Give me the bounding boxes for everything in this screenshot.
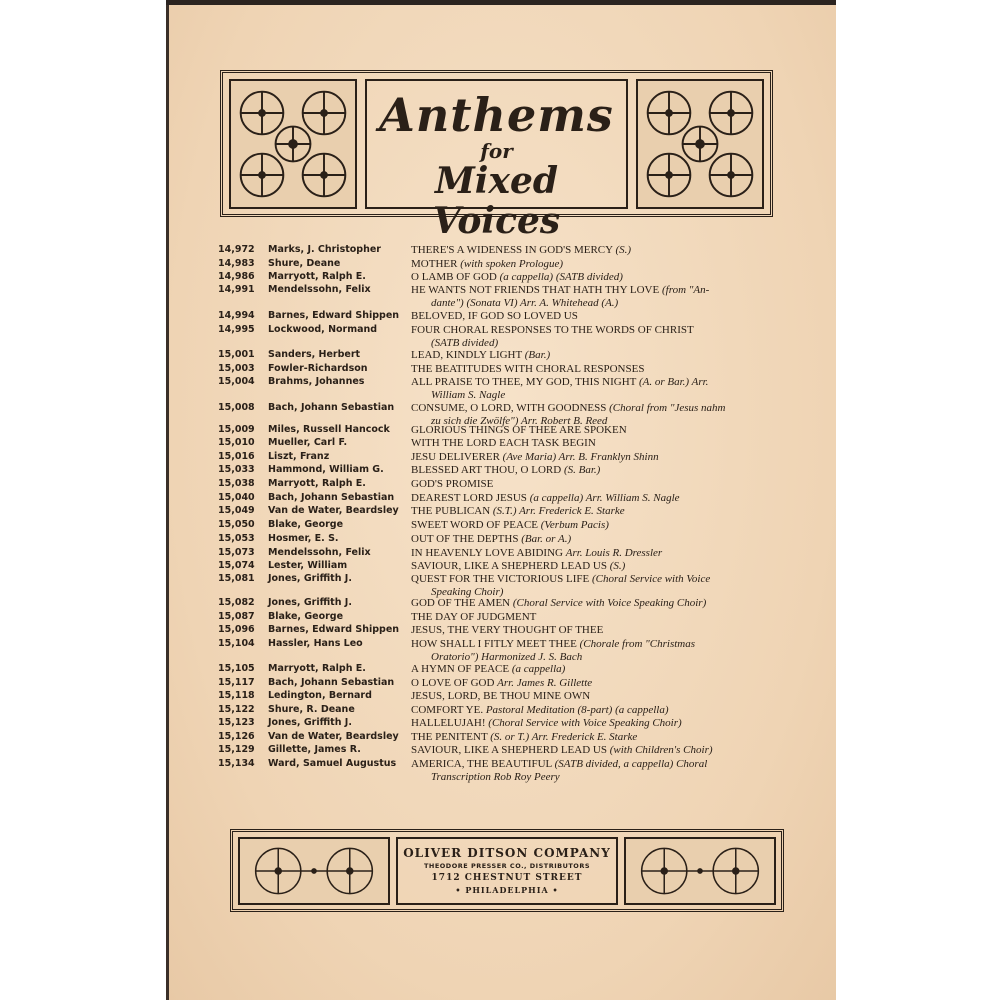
anthem-title-block bbox=[411, 663, 785, 676]
catalog-number: 15,073 bbox=[218, 547, 255, 558]
catalog-number: 15,096 bbox=[218, 624, 255, 635]
anthem-title: MOTHER bbox=[411, 258, 458, 270]
left-ornament-icon bbox=[229, 79, 357, 209]
anthem-title: A HYMN OF PEACE bbox=[411, 663, 510, 675]
anthem-title-block bbox=[411, 597, 785, 610]
catalog-number: 15,087 bbox=[218, 611, 255, 622]
anthem-note: (a cappella) (SATB divided) bbox=[499, 271, 623, 283]
catalog-number: 15,050 bbox=[218, 519, 255, 530]
catalog-number: 15,040 bbox=[218, 492, 255, 503]
anthem-note: Arr. James R. Gillette bbox=[497, 677, 593, 689]
anthem-title-block bbox=[411, 758, 785, 783]
anthem-title: BLESSED ART THOU, O LORD bbox=[411, 464, 562, 476]
composer-name: Mendelssohn, Felix bbox=[268, 284, 371, 295]
anthem-note-continued: zu sich die Zwölfe") Arr. Robert B. Reed bbox=[431, 414, 608, 427]
anthem-note: (from "An- bbox=[661, 284, 710, 296]
anthem-note-continued: dante") (Sonata VI) Arr. A. Whitehead (A.) bbox=[431, 296, 619, 309]
catalog-number: 15,126 bbox=[218, 731, 255, 742]
anthem-note: (A. or Bar.) Arr. bbox=[638, 376, 709, 388]
anthem-title-block bbox=[411, 547, 785, 560]
anthem-title: HE WANTS NOT FRIENDS THAT HATH THY LOVE bbox=[411, 284, 660, 296]
composer-name: Bach, Johann Sebastian bbox=[268, 492, 395, 503]
anthem-title-block bbox=[411, 717, 785, 730]
anthem-note: (Ave Maria) Arr. B. Franklyn Shinn bbox=[502, 451, 659, 463]
composer-name: Barnes, Edward Shippen bbox=[268, 624, 400, 635]
anthem-title-block bbox=[411, 349, 785, 362]
anthem-title: THE DAY OF JUDGMENT bbox=[411, 611, 537, 623]
anthem-title-block bbox=[411, 533, 785, 546]
composer-name: Lockwood, Normand bbox=[268, 324, 378, 335]
publisher-city: • PHILADELPHIA • bbox=[455, 885, 559, 895]
anthem-note: (Choral from "Jesus nahm bbox=[609, 402, 726, 414]
composer-name: Marryott, Ralph E. bbox=[268, 663, 366, 674]
anthem-note: (with Children's Choir) bbox=[609, 744, 713, 756]
anthem-note-continued: William S. Nagle bbox=[431, 388, 506, 401]
anthem-title: AMERICA, THE BEAUTIFUL bbox=[411, 758, 552, 770]
anthem-title-block bbox=[411, 464, 785, 477]
anthem-note-continued: Transcription Rob Roy Peery bbox=[431, 770, 560, 783]
catalog-number: 15,082 bbox=[218, 597, 255, 608]
anthem-title: IN HEAVENLY LOVE ABIDING bbox=[411, 547, 563, 559]
anthem-title: JESUS, LORD, BE THOU MINE OWN bbox=[411, 690, 591, 702]
anthem-title: O LOVE OF GOD bbox=[411, 677, 495, 689]
anthem-title-block bbox=[411, 505, 785, 518]
composer-name: Shure, Deane bbox=[268, 258, 341, 269]
anthem-title-block bbox=[411, 573, 785, 598]
title-main: Anthems bbox=[379, 88, 614, 142]
composer-name: Mendelssohn, Felix bbox=[268, 547, 371, 558]
anthem-title-block bbox=[411, 310, 785, 323]
anthem-title-block bbox=[411, 478, 785, 491]
composer-name: Hassler, Hans Leo bbox=[268, 638, 363, 649]
anthem-note: (Choral Service with Voice bbox=[592, 573, 711, 585]
catalog-number: 15,038 bbox=[218, 478, 255, 489]
anthem-title: THE BEATITUDES WITH CHORAL RESPONSES bbox=[411, 363, 645, 375]
anthem-title: SWEET WORD OF PEACE bbox=[411, 519, 539, 531]
catalog-number: 15,008 bbox=[218, 402, 255, 413]
catalog-number: 14,991 bbox=[218, 284, 255, 295]
anthem-note: (Bar.) bbox=[524, 349, 551, 361]
anthem-title: OUT OF THE DEPTHS bbox=[411, 533, 519, 545]
anthem-title-block bbox=[411, 284, 785, 309]
anthem-note: (Choral Service with Voice Speaking Choir) bbox=[512, 597, 707, 609]
anthem-title-block bbox=[411, 704, 785, 717]
left-footer-ornament-icon bbox=[238, 837, 390, 905]
catalog-number: 15,134 bbox=[218, 758, 255, 769]
publisher-street: 1712 CHESTNUT STREET bbox=[431, 873, 583, 883]
catalog-number: 14,983 bbox=[218, 258, 255, 269]
anthem-note: Pastoral Meditation (8-part) (a cappella) bbox=[485, 704, 669, 716]
anthem-note: (S. Bar.) bbox=[563, 464, 601, 476]
title-area bbox=[365, 79, 628, 242]
catalog-number: 15,049 bbox=[218, 505, 255, 516]
catalog-number: 15,129 bbox=[218, 744, 255, 755]
anthem-title: THE PUBLICAN bbox=[411, 505, 491, 517]
composer-name: Marryott, Ralph E. bbox=[268, 271, 366, 282]
anthem-title: THERE'S A WIDENESS IN GOD'S MERCY bbox=[411, 244, 613, 256]
anthem-title: SAVIOUR, LIKE A SHEPHERD LEAD US bbox=[411, 744, 607, 756]
composer-name: Jones, Griffith J. bbox=[268, 717, 352, 728]
composer-name: Jones, Griffith J. bbox=[268, 597, 352, 608]
anthem-note: (S.T.) Arr. Frederick E. Starke bbox=[492, 505, 625, 517]
anthem-title: GLORIOUS THINGS OF THEE ARE SPOKEN bbox=[411, 424, 627, 436]
catalog-number: 14,994 bbox=[218, 310, 255, 321]
composer-name: Gillette, James R. bbox=[268, 744, 361, 755]
anthem-title: GOD'S PROMISE bbox=[411, 478, 494, 490]
anthem-note-continued: Speaking Choir) bbox=[431, 585, 504, 598]
catalog-number: 15,117 bbox=[218, 677, 255, 688]
catalog-number: 15,081 bbox=[218, 573, 255, 584]
composer-name: Van de Water, Beardsley bbox=[268, 505, 399, 516]
anthem-title-block bbox=[411, 492, 785, 505]
composer-name: Sanders, Herbert bbox=[268, 349, 361, 360]
composer-name: Lester, William bbox=[268, 560, 348, 571]
catalog-number: 15,123 bbox=[218, 717, 255, 728]
anthem-title: LEAD, KINDLY LIGHT bbox=[411, 349, 523, 361]
anthem-title: JESU DELIVERER bbox=[411, 451, 500, 463]
catalog-number: 14,995 bbox=[218, 324, 255, 335]
composer-name: Brahms, Johannes bbox=[268, 376, 365, 387]
anthem-title-block bbox=[411, 363, 785, 376]
catalog-number: 15,016 bbox=[218, 451, 255, 462]
anthem-title: JESUS, THE VERY THOUGHT OF THEE bbox=[411, 624, 604, 636]
anthem-title-block bbox=[411, 731, 785, 744]
publisher-banner bbox=[230, 829, 784, 912]
catalog-number: 14,972 bbox=[218, 244, 255, 255]
catalog-number: 15,053 bbox=[218, 533, 255, 544]
anthem-title-block bbox=[411, 376, 785, 401]
publisher-name: OLIVER DITSON COMPANY bbox=[403, 846, 611, 860]
anthem-title: HOW SHALL I FITLY MEET THEE bbox=[411, 638, 577, 650]
anthem-title-block bbox=[411, 324, 785, 349]
composer-name: Marks, J. Christopher bbox=[268, 244, 381, 255]
anthem-title: GOD OF THE AMEN bbox=[411, 597, 511, 609]
anthem-note: (Chorale from "Christmas bbox=[579, 638, 696, 650]
catalog-number: 15,001 bbox=[218, 349, 255, 360]
publisher-info bbox=[396, 837, 618, 905]
anthem-title-block bbox=[411, 424, 785, 437]
composer-name: Barnes, Edward Shippen bbox=[268, 310, 400, 321]
anthem-title-block bbox=[411, 638, 785, 663]
composer-name: Mueller, Carl F. bbox=[268, 437, 348, 448]
composer-name: Hammond, William G. bbox=[268, 464, 384, 475]
catalog-number: 15,105 bbox=[218, 663, 255, 674]
composer-name: Bach, Johann Sebastian bbox=[268, 402, 395, 413]
anthem-title-block bbox=[411, 244, 785, 257]
right-ornament-icon bbox=[636, 79, 764, 209]
anthem-note-continued: (SATB divided) bbox=[431, 336, 499, 349]
anthem-title: CONSUME, O LORD, WITH GOODNESS bbox=[411, 402, 607, 414]
anthem-note: (Choral Service with Voice Speaking Choir) bbox=[488, 717, 682, 729]
composer-name: Miles, Russell Hancock bbox=[268, 424, 390, 435]
anthem-note-continued: Oratorio") Harmonized J. S. Bach bbox=[431, 650, 583, 663]
anthem-title: THE PENITENT bbox=[411, 731, 488, 743]
right-footer-ornament-icon bbox=[624, 837, 776, 905]
composer-name: Shure, R. Deane bbox=[268, 704, 355, 715]
anthem-title: DEAREST LORD JESUS bbox=[411, 492, 527, 504]
anthem-title: WITH THE LORD EACH TASK BEGIN bbox=[411, 437, 596, 449]
anthem-note: (SATB divided, a cappella) Choral bbox=[554, 758, 708, 770]
anthem-note: (S.) bbox=[615, 244, 632, 256]
composer-name: Marryott, Ralph E. bbox=[268, 478, 366, 489]
publisher-distributor: THEODORE PRESSER CO., DISTRIBUTORS bbox=[423, 862, 591, 870]
anthem-title-block bbox=[411, 690, 785, 703]
anthem-title: ALL PRAISE TO THEE, MY GOD, THIS NIGHT bbox=[411, 376, 637, 388]
anthem-title-block bbox=[411, 437, 785, 450]
anthem-title-block bbox=[411, 271, 785, 284]
composer-name: Liszt, Franz bbox=[268, 451, 330, 462]
anthem-title: SAVIOUR, LIKE A SHEPHERD LEAD US bbox=[411, 560, 607, 572]
anthem-title-block bbox=[411, 677, 785, 690]
composer-name: Fowler-Richardson bbox=[268, 363, 368, 374]
composer-name: Ward, Samuel Augustus bbox=[268, 758, 397, 769]
catalog-number: 15,118 bbox=[218, 690, 255, 701]
catalog-number: 15,122 bbox=[218, 704, 255, 715]
anthem-note: Arr. Louis R. Dressler bbox=[565, 547, 663, 559]
anthem-note: (S. or T.) Arr. Frederick E. Starke bbox=[490, 731, 638, 743]
title-banner bbox=[220, 70, 773, 242]
catalog-number: 15,003 bbox=[218, 363, 255, 374]
anthem-title: BELOVED, IF GOD SO LOVED US bbox=[411, 310, 578, 322]
anthem-title: HALLELUJAH! bbox=[411, 717, 486, 729]
anthem-note: (a cappella) bbox=[511, 663, 566, 675]
anthem-title-block bbox=[411, 624, 785, 637]
catalog-number: 15,104 bbox=[218, 638, 255, 649]
catalog-number: 15,009 bbox=[218, 424, 255, 435]
catalog-number: 15,004 bbox=[218, 376, 255, 387]
catalog-number: 15,033 bbox=[218, 464, 255, 475]
anthem-note: (Verbum Pacis) bbox=[540, 519, 609, 531]
anthem-title-block bbox=[411, 744, 785, 757]
anthem-title: O LAMB OF GOD bbox=[411, 271, 497, 283]
catalog-number: 15,074 bbox=[218, 560, 255, 571]
anthem-note: (with spoken Prologue) bbox=[460, 258, 564, 270]
catalog-number: 14,986 bbox=[218, 271, 255, 282]
anthem-title-block bbox=[411, 611, 785, 624]
anthem-title-block bbox=[411, 451, 785, 464]
anthem-title-block bbox=[411, 560, 785, 573]
anthem-note: (Bar. or A.) bbox=[521, 533, 572, 545]
anthem-note: (a cappella) Arr. William S. Nagle bbox=[529, 492, 680, 504]
anthem-title-block bbox=[411, 519, 785, 532]
composer-name: Blake, George bbox=[268, 519, 344, 530]
composer-name: Blake, George bbox=[268, 611, 344, 622]
anthem-title: COMFORT YE. bbox=[411, 704, 484, 716]
anthem-title: QUEST FOR THE VICTORIOUS LIFE bbox=[411, 573, 590, 585]
title-sub: Mixed Voices bbox=[432, 160, 561, 242]
anthem-note: (S.) bbox=[609, 560, 626, 572]
composer-name: Van de Water, Beardsley bbox=[268, 731, 399, 742]
composer-name: Hosmer, E. S. bbox=[268, 533, 339, 544]
anthem-title: FOUR CHORAL RESPONSES TO THE WORDS OF CHRIST bbox=[411, 324, 694, 336]
composer-name: Jones, Griffith J. bbox=[268, 573, 352, 584]
composer-name: Ledington, Bernard bbox=[268, 690, 372, 701]
title-for: for bbox=[480, 139, 513, 163]
anthem-title-block bbox=[411, 258, 785, 271]
composer-name: Bach, Johann Sebastian bbox=[268, 677, 395, 688]
catalog-number: 15,010 bbox=[218, 437, 255, 448]
